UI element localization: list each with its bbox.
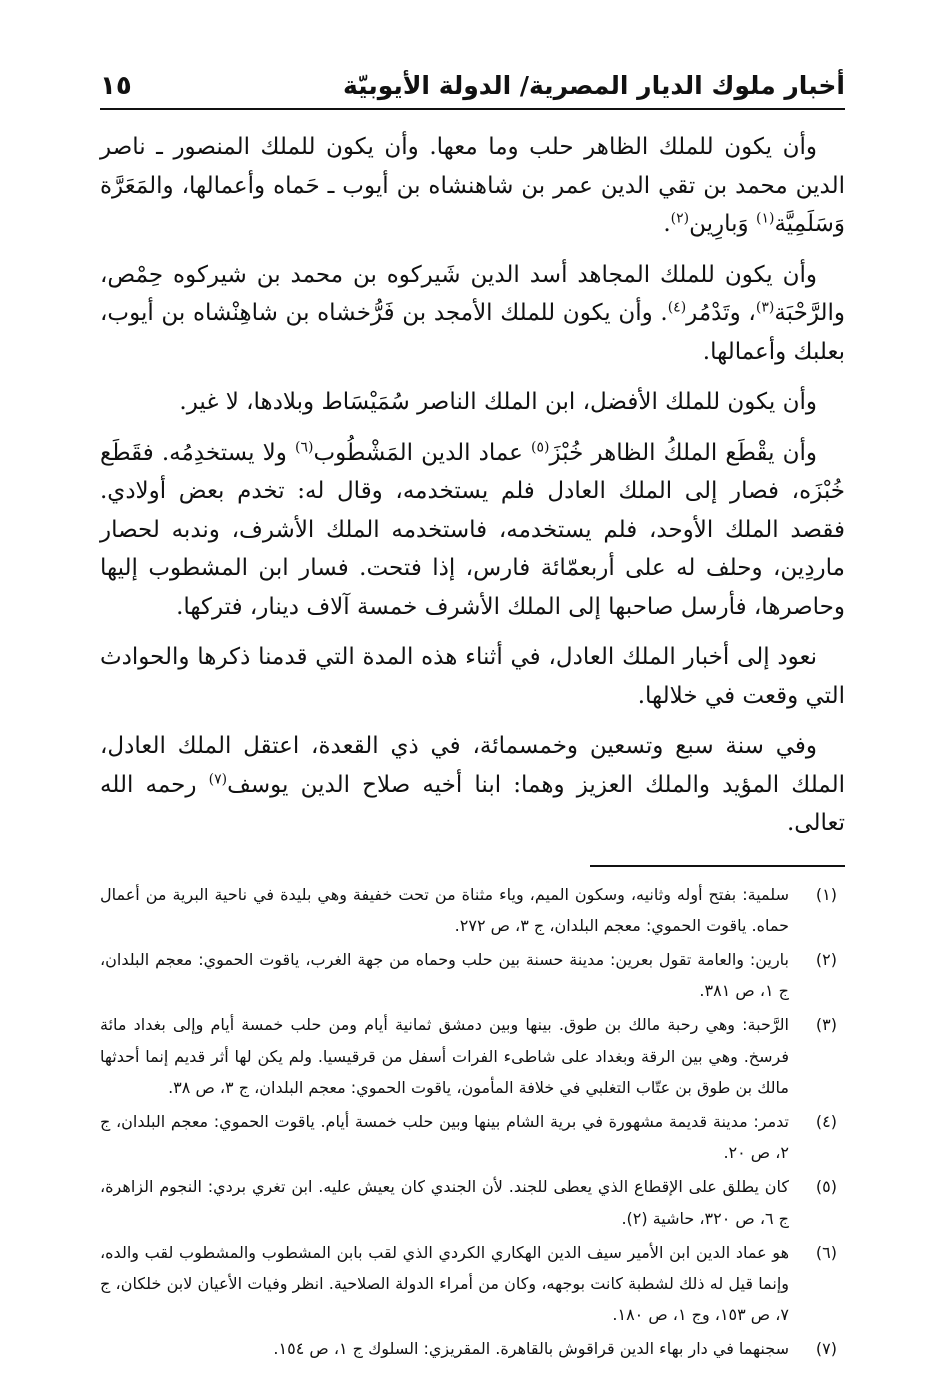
paragraph-text: رحمه الله تعالى. [100,771,845,836]
footnote-number: (١) [815,884,837,904]
paragraph-text: وأن يكون للملك الأفضل، ابن الملك الناصر سُمَيْسَاط وبلادها، لا غير. [179,389,817,415]
footnote-ref-3[interactable]: (٣) [755,299,775,316]
footnotes [100,879,845,1365]
paragraph-6 [100,727,845,843]
paragraph-text: . وأن يكون للملك الأمجد بن فَرُّخشاه بن شاهِنْشاه بن أيوب، بعلبك وأعمالها. [100,300,845,365]
paragraph-text: عماد الدين المَشْطُوب [313,439,531,466]
footnote-text: كان يطلق على الإقطاع الذي يعطى للجند. لأن الجندي كان يعيش عليه. ابن تغري بردي: النجوم الزاهرة، ج ٦، ص ٣٢٠، حاشية (٢). [100,1177,789,1228]
footnote-5 [100,1171,845,1233]
footnote-2 [100,944,845,1006]
paragraph-text: . [663,211,671,237]
footnote-ref-6[interactable]: (٦) [294,438,314,455]
footnote-6 [100,1237,845,1331]
paragraph-1 [100,128,845,244]
footnote-number: (٢) [815,949,837,969]
footnote-ref-4[interactable]: (٤) [667,299,687,316]
footnote-number: (٥) [815,1177,837,1197]
paragraph-text: ولا يستخدِمُه. فقَطَع خُبْزَه، فصار إلى الملك العادل فلم يستخدمه، وقال له: تخدم بعض أولادي. فقصد الملك الأوحد، فلم يستخدمه، فاستخدمه الملك الأشرف، وندبه لحصار ماردِين، وحلف له على أربعمّائة فارس، إذا فتحت. فسار ابن المشطوب إليها وحاصرها، فأرسل صاحبها إلى الملك الأشرف خمسة آلاف دينار، فتركها. [100,439,845,620]
book-page [100,68,845,1368]
footnote-ref-2[interactable]: (٢) [670,210,690,227]
running-header [100,68,845,110]
paragraph-text: وأن يكون للملك المجاهد أسد الدين شَيركوه بن محمد بن شيركوه حِمْص، والرَّحْبَة [100,261,846,326]
footnote-number: (٣) [815,1015,837,1035]
footnote-3 [100,1009,845,1103]
paragraph-3 [100,383,845,422]
paragraph-4 [100,434,845,627]
paragraph-2 [100,256,845,372]
footnote-text: سلمية: بفتح أوله وثانيه، وسكون الميم، وياء مثناة من تحت خفيفة وهي بليدة في ناحية البرية من أعمال حماه. ياقوت الحموي: معجم البلدان، ج ٣، ص ٢٧٢. [100,884,789,935]
footnote-separator [590,865,845,867]
footnote-number: (٧) [815,1339,837,1359]
paragraph-text: نعود إلى أخبار الملك العادل، في أثناء هذه المدة التي قدمنا ذكرها والحوادث التي وقعت في خلالها. [100,644,845,709]
paragraph-text: وفي سنة سبع وتسعين وخمسمائة، في ذي القعدة، اعتقل الملك العادل، الملك المؤيد والملك العزيز وهما: ابنا أخيه صلاح الدين يوسف [100,733,846,798]
footnote-4 [100,1106,845,1168]
footnote-text: تدمر: مدينة قديمة مشهورة في برية الشام بينها وبين حلب خمسة أيام. ياقوت الحموي: معجم البلدان، ج ٢، ص ٢٠. [100,1111,789,1163]
footnote-text: هو عماد الدين ابن الأمير سيف الدين الهكاري الكردي الذي لقب بابن المشطوب والمشطوب لقب والده، وإنما قيل له ذلك لشطبة كانت بوجهه، وكان من أمراء الدولة الصلاحية. انظر وفيات الأعيان لابن خلكان، ج ٧، ص ١٥٣، وج ١، ص ١٨٠. [100,1242,789,1325]
footnote-ref-1[interactable]: (١) [755,210,775,227]
paragraph-text: وأن يكون للملك الظاهر حلب وما معها. وأن يكون للملك المنصور ـ ناصر الدين محمد بن تقي الدين عمر بن شاهنشاه بن أيوب ـ حَماه وأعمالها، والمَعَرَّة وَسَلَمِيَّة [100,134,845,237]
paragraph-text: وأن يقْطَع الملكُ الظاهر خُبْزَ [549,439,817,466]
footnote-7 [100,1333,845,1364]
main-text [100,128,845,843]
footnote-number: (٤) [815,1111,837,1131]
paragraph-text: وَبارِين [689,211,756,237]
footnote-1 [100,879,845,941]
footnote-ref-5[interactable]: (٥) [531,438,550,455]
paragraph-text: ، وتَدْمُر [686,300,756,326]
footnote-text: بارين: والعامة تقول بعرين: مدينة حسنة بين حلب وحماه من جهة الغرب، ياقوت الحموي: معجم البلدان، ج ١، ص ٣٨١. [100,949,789,1001]
footnote-ref-7[interactable]: (٧) [208,770,228,787]
footnote-number: (٦) [815,1242,837,1262]
running-title: أخبار ملوك الديار المصرية/ الدولة الأيوبيّة [343,71,845,100]
footnote-text: سجنهما في دار بهاء الدين قراقوش بالقاهرة. المقريزي: السلوك ج ١، ص ١٥٤. [273,1339,789,1359]
footnote-text: الرَّحبة: وهي رحبة مالك بن طوق. بينها وبين دمشق ثمانية أيام ومن حلب خمسة أيام وإلى بغداد مائة فرسخ. وهي بين الرقة وبغداد على شاطىء الفرات أسفل من قرقيسيا. ولم يكن لها أثر قديم إنما أحدثها مالك بن طوق بن عتّاب التغلبي في خلافة المأمون، ياقوت الحموي: معجم البلدان، ج ٣، ص ٣٨. [100,1015,789,1097]
page-number: ١٥ [100,71,132,101]
paragraph-5 [100,638,845,715]
